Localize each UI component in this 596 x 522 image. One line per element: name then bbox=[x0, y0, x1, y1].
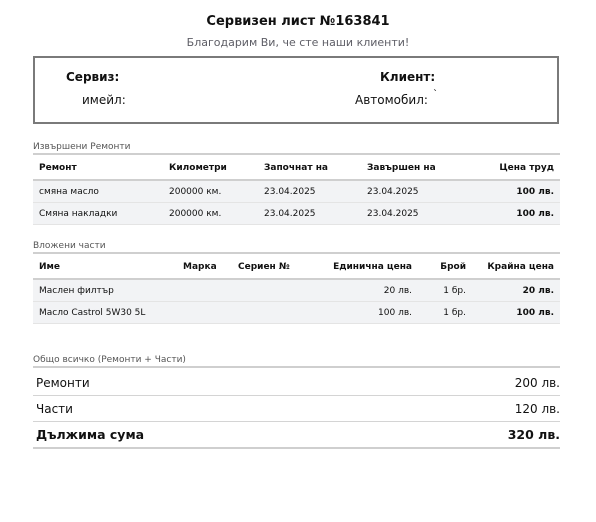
totals-due-value: 320 лв. bbox=[507, 427, 560, 442]
repair-name: Смяна накладки bbox=[33, 203, 163, 225]
page-subtitle: Благодарим Ви, че сте наши клиенти! bbox=[186, 36, 410, 49]
col-finished: Завършен на bbox=[361, 157, 471, 180]
col-repair: Ремонт bbox=[33, 157, 163, 180]
totals-parts-label: Части bbox=[36, 401, 73, 416]
email-label: имейл: bbox=[82, 93, 126, 107]
totals-repairs-row bbox=[33, 370, 560, 396]
table-row bbox=[33, 180, 560, 203]
totals-due-row bbox=[33, 422, 560, 449]
col-labor-price: Цена труд bbox=[471, 157, 560, 180]
part-serial bbox=[232, 302, 312, 324]
part-qty: 1 бр. bbox=[418, 302, 472, 324]
repairs-table bbox=[33, 157, 560, 225]
totals-section-label: Общо всичко (Ремонти + Части) bbox=[33, 355, 560, 368]
repair-finished: 23.04.2025 bbox=[361, 203, 471, 225]
part-unit-price: 20 лв. bbox=[312, 279, 418, 302]
col-unit-price: Единична цена bbox=[312, 256, 418, 279]
service-label: Сервиз: bbox=[66, 70, 120, 84]
col-part-name: Име bbox=[33, 256, 177, 279]
client-label: Клиент: bbox=[380, 70, 436, 84]
col-serial: Сериен № bbox=[232, 256, 312, 279]
table-row bbox=[33, 302, 560, 324]
repair-price: 100 лв. bbox=[471, 180, 560, 203]
col-total-price: Крайна цена bbox=[472, 256, 560, 279]
repair-started: 23.04.2025 bbox=[258, 180, 361, 203]
col-started: Започнат на bbox=[258, 157, 361, 180]
parts-table bbox=[33, 256, 560, 324]
repair-started: 23.04.2025 bbox=[258, 203, 361, 225]
col-km: Километри bbox=[163, 157, 258, 180]
col-brand: Марка bbox=[177, 256, 232, 279]
totals-repairs-value: 200 лв. bbox=[514, 375, 560, 390]
totals-parts-value: 120 лв. bbox=[514, 401, 560, 416]
part-brand bbox=[177, 302, 232, 324]
repair-price: 100 лв. bbox=[471, 203, 560, 225]
totals-due-label: Дължима сума bbox=[36, 427, 145, 442]
page-title: Сервизен лист №163841 bbox=[206, 14, 390, 29]
part-name: Маслен филтър bbox=[33, 279, 177, 302]
part-brand bbox=[177, 279, 232, 302]
repairs-header-row bbox=[33, 157, 560, 180]
repair-name: смяна масло bbox=[33, 180, 163, 203]
part-total-price: 100 лв. bbox=[472, 302, 560, 324]
info-box bbox=[33, 56, 559, 124]
table-row bbox=[33, 203, 560, 225]
part-serial bbox=[232, 279, 312, 302]
col-qty: Брой bbox=[418, 256, 472, 279]
part-name: Масло Castrol 5W30 5L bbox=[33, 302, 177, 324]
repair-finished: 23.04.2025 bbox=[361, 180, 471, 203]
parts-header-row bbox=[33, 256, 560, 279]
part-qty: 1 бр. bbox=[418, 279, 472, 302]
car-value: ` bbox=[433, 89, 438, 100]
parts-section-label: Вложени части bbox=[33, 241, 560, 254]
repair-km: 200000 км. bbox=[163, 180, 258, 203]
part-unit-price: 100 лв. bbox=[312, 302, 418, 324]
totals-repairs-label: Ремонти bbox=[36, 375, 90, 390]
part-total-price: 20 лв. bbox=[472, 279, 560, 302]
totals-parts-row bbox=[33, 396, 560, 422]
totals-block bbox=[33, 370, 560, 449]
car-label: Автомобил: bbox=[355, 93, 428, 107]
repairs-section-label: Извършени Ремонти bbox=[33, 142, 560, 155]
table-row bbox=[33, 279, 560, 302]
repair-km: 200000 км. bbox=[163, 203, 258, 225]
